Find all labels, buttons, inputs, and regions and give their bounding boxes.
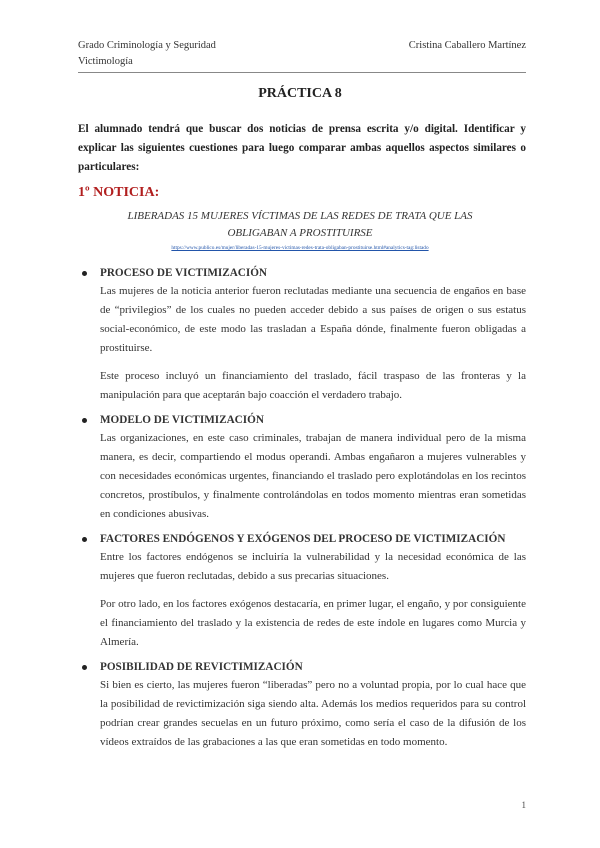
paragraph: Este proceso incluyó un financiamiento del traslado, fácil traspaso de las fronteras y la manipulación para que aceptarán bajo coacción el verdadero trabajo. — [100, 370, 526, 401]
section-heading — [82, 411, 526, 429]
paragraph: Las organizaciones, en este caso criminales, trabajan de manera individual pero de la misma manera, es decir, compartiendo el modus operandi. Ambas engañaron a mujeres vulnerables y con necesidades económicas urgentes, financiando el traslado pero explotándolas en los recintos concretos, prostíbulos, y finalmente controlándolas en todos momento mientras eran sometidas en condiciones abusivas. — [100, 432, 526, 520]
subject-name: Victimología — [78, 56, 133, 67]
bullet-icon — [82, 418, 87, 423]
section-revictimizacion — [82, 658, 526, 752]
section-modelo — [82, 411, 526, 524]
course-name: Grado Criminología y Seguridad — [78, 40, 216, 51]
news-headline: LIBERADAS 15 MUJERES VÍCTIMAS DE LAS REDES DE TRATA QUE LAS OBLIGABAN A PROSTITUIRSE — [127, 210, 473, 239]
section-factores — [82, 530, 526, 652]
section-heading — [82, 530, 526, 548]
bullet-icon — [82, 537, 87, 542]
section-heading-text: POSIBILIDAD DE REVICTIMIZACIÓN — [100, 661, 303, 673]
section-heading — [82, 264, 526, 282]
sections-container — [82, 264, 526, 758]
paragraph: Por otro lado, en los factores exógenos destacaría, en primer lugar, el engaño, y por consiguiente el financiamiento del traslado y la existencia de redes de este índole en lugares como Murcia y Almería. — [100, 598, 526, 648]
page-number: 1 — [521, 800, 526, 810]
paragraph: Entre los factores endógenos se incluiría la vulnerabilidad y la necesidad económica de las mujeres que fueron reclutadas, debido a sus precarias situaciones. — [100, 551, 526, 582]
section-heading-text: PROCESO DE VICTIMIZACIÓN — [100, 267, 268, 279]
section-heading-text: MODELO DE VICTIMIZACIÓN — [100, 414, 264, 426]
bullet-icon — [82, 665, 87, 670]
author-name: Cristina Caballero Martínez — [408, 40, 526, 51]
noticia-label: 1º NOTICIA: — [78, 185, 160, 200]
section-heading-text: FACTORES ENDÓGENOS Y EXÓGENOS DEL PROCESO DE VICTIMIZACIÓN — [100, 533, 506, 545]
section-proceso — [82, 264, 526, 405]
page-header — [78, 38, 526, 70]
paragraph: Las mujeres de la noticia anterior fueron reclutadas mediante una secuencia de engaños en base de “privilegios” de los cuales no pueden acceder debido a sus países de origen o sus estatus social-económico, de este modo las trasladan a España dónde, finalmente fueron obligadas a prostituirse. — [100, 285, 526, 354]
page-title: PRÁCTICA 8 — [258, 86, 342, 101]
header-divider — [78, 72, 526, 73]
bullet-icon — [82, 271, 87, 276]
intro-text: El alumnado tendrá que buscar dos noticias de prensa escrita y/o digital. Identificar y explicar las siguientes cuestiones para luego comparar ambas aquellos aspectos similares o particulares: — [78, 123, 526, 173]
news-link[interactable]: https://www.publico.es/mujer/liberadas-15-mujeres-victimas-redes-trata-obligaban-prostituirse.html#analytics-tag:listado — [171, 245, 429, 251]
paragraph: Si bien es cierto, las mujeres fueron “liberadas” pero no a voluntad propia, por lo cual hace que la posibilidad de revictimización siga siendo alta. Además los medios requeridos para su control podrían crear grandes secuelas en un futuro próximo, como sería el caso de la difusión de los vídeos extraídos de las grabaciones a las que eran sometidas en todo momento. — [100, 679, 526, 748]
section-heading — [82, 658, 526, 676]
